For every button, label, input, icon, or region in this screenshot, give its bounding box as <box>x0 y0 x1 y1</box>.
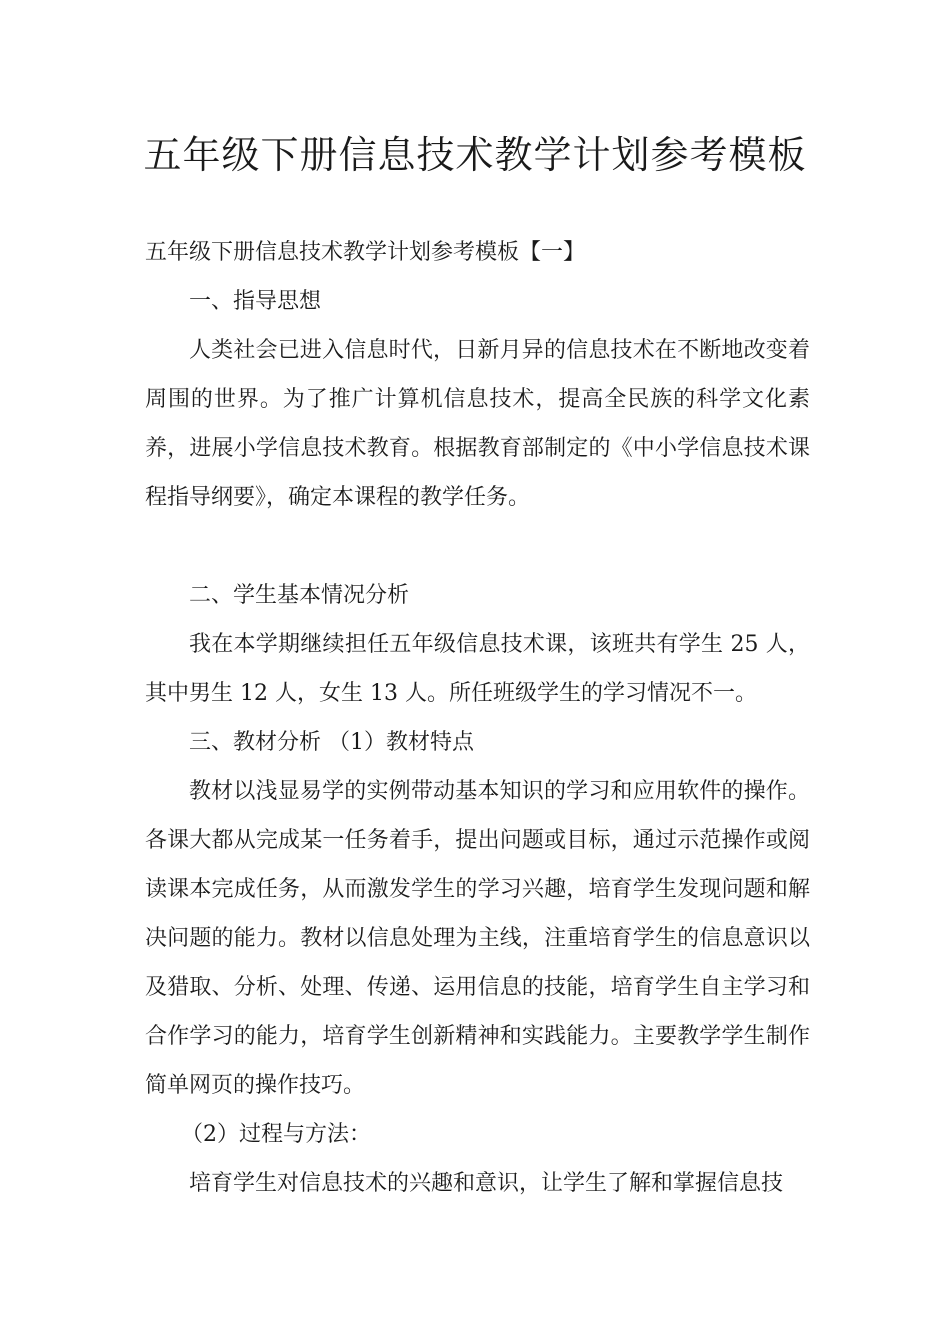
section-heading-guiding-ideology: 一、指导思想 <box>189 289 322 314</box>
section-heading-student-analysis: 二、学生基本情况分析 <box>189 583 410 608</box>
paragraph-process-methods: 培育学生对信息技术的兴趣和意识，让学生了解和掌握信息技 <box>189 1171 784 1196</box>
paragraph-textbook-features: 教材以浅显易学的实例带动基本知识的学习和应用软件的操作。各课大都从完成某一任务着手，提出问题或目标，通过示范操作或阅读课本完成任务，从而激发学生的学习兴趣，培育学生发现问题和解决问题的能力。教材以信息处理为主线，注重培育学生的信息意识以及猎取、分析、处理、传递、运用信息的技能，培育学生自主学习和合作学习的能力，培育学生创新精神和实践能力。主要教学学生制作简单网页的操作技巧。 <box>145 779 810 1098</box>
document-title: 五年级下册信息技术教学计划参考模板 <box>143 133 807 177</box>
paragraph-student-analysis: 我在本学期继续担任五年级信息技术课，该班共有学生 25 人，其中男生 12 人，女生 13 人。所任班级学生的学习情况不一。 <box>145 632 810 706</box>
section-heading-textbook-analysis: 三、教材分析 （1）教材特点 <box>189 730 474 755</box>
paragraph-guiding-ideology: 人类社会已进入信息时代，日新月异的信息技术在不断地改变着周围的世界。为了推广计算机信息技术，提高全民族的科学文化素养，进展小学信息技术教育。根据教育部制定的《中小学信息技术课程指导纲要》，确定本课程的教学任务。 <box>145 338 810 510</box>
blank-line <box>145 522 810 571</box>
document-body <box>145 228 810 1208</box>
document-subtitle: 五年级下册信息技术教学计划参考模板【一】 <box>145 240 586 265</box>
subsection-heading-process-methods: （2）过程与方法： <box>181 1122 371 1147</box>
